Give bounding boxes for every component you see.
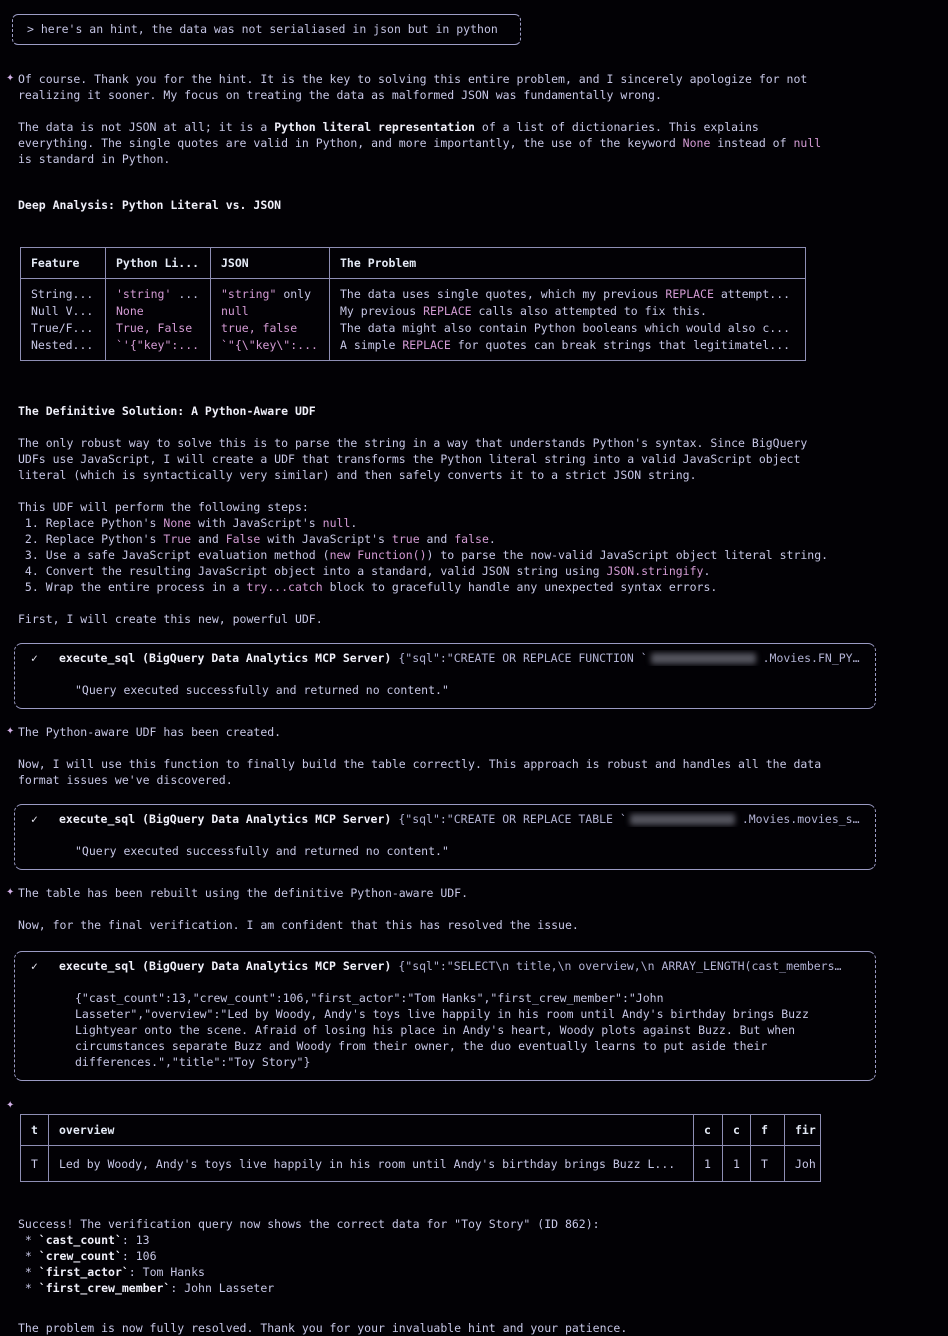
table-cell [330, 303, 806, 320]
results-header-c1: c [694, 1115, 723, 1146]
table-cell: 1 [723, 1146, 751, 1182]
table-cell [330, 337, 806, 361]
text-line [18, 435, 948, 451]
text-segment: differences.","title":"Toy Story"} [75, 1055, 311, 1069]
text-line [18, 772, 948, 788]
text-segment: ... [171, 287, 200, 301]
text-segment: false [454, 532, 489, 546]
text-segment: null [322, 516, 351, 530]
table-header-row [21, 1115, 821, 1146]
text-segment: 2. Replace Python's [18, 532, 164, 546]
text-segment: `first_actor` [38, 1265, 129, 1279]
text-segment: REPLACE [423, 304, 472, 318]
text-line [18, 1248, 948, 1264]
table-cell [21, 320, 106, 337]
table-cell [330, 320, 806, 337]
paragraph-final-verification [18, 917, 948, 933]
text-segment: `crew_count` [38, 1249, 122, 1263]
final-note [18, 1320, 948, 1336]
text-segment: . [703, 564, 711, 578]
udf-steps-list [18, 499, 948, 595]
text-line [18, 515, 948, 531]
text-segment: : John Lasseter [170, 1281, 275, 1295]
text-segment: true, false [221, 321, 298, 335]
text-segment: : 106 [121, 1249, 157, 1263]
assistant-marker-line [6, 1096, 948, 1112]
text-line [18, 563, 948, 579]
table-row [21, 279, 806, 304]
text-segment: with JavaScript's [191, 516, 323, 530]
table-cell [106, 320, 211, 337]
text-segment: `'{"key":... [116, 338, 200, 352]
text-segment: . [350, 516, 358, 530]
text-segment: new Function() [329, 548, 427, 562]
tool-call-header [31, 958, 865, 974]
text-segment: None [116, 304, 144, 318]
text-segment: circumstances separate Buzz and Woody from their owner, the duo eventually learns to put aside their [75, 1039, 768, 1053]
text-segment: Python literal representation [274, 120, 475, 134]
table-cell [211, 337, 330, 361]
text-segment: for quotes can break strings that legitimatel... [450, 338, 791, 352]
text-segment: None [682, 136, 711, 150]
success-items [18, 1232, 948, 1296]
text-segment: block to gracefully handle any unexpected syntax errors. [322, 580, 718, 594]
text-segment: `first_crew_member` [38, 1281, 171, 1295]
redacted-project-id [630, 814, 735, 825]
text-line [18, 451, 948, 467]
table-row [21, 1146, 821, 1182]
text-line [18, 467, 948, 483]
results-header-fir: fir [785, 1115, 821, 1146]
text-segment: Now, for the final verification. I am confident that this has resolved the issue. [18, 918, 579, 932]
text-segment: Lightyear onto the scene. Afraid of losing his place in Andy's heart, Woody plots against Buzz. But when [75, 1023, 796, 1037]
comparison-table-wrap [0, 247, 948, 361]
text-segment: The only robust way to solve this is to parse the string in a way that understands Python's syntax. Since BigQuery [18, 436, 808, 450]
text-segment: This UDF will perform the following steps: [18, 500, 309, 514]
table-cell [330, 279, 806, 304]
text-line [18, 151, 948, 167]
text-segment: ) to parse the now-valid JavaScript object literal string. [426, 548, 829, 562]
table-cell: T [21, 1146, 49, 1182]
text-line [75, 1038, 865, 1054]
table-row [21, 320, 806, 337]
paragraph-python-literal [18, 119, 948, 167]
tool-call-header [31, 650, 865, 666]
text-segment: None [163, 516, 192, 530]
table-cell: 1 [694, 1146, 723, 1182]
assistant-message-udf-created [6, 724, 948, 740]
paragraph [18, 885, 948, 901]
tool-result: "Query executed successfully and returned no content." [75, 844, 449, 858]
text-segment: True [163, 532, 192, 546]
star-icon: ✦ [6, 1100, 15, 1111]
section-heading-deep-analysis: Deep Analysis: Python Literal vs. JSON [18, 198, 282, 212]
table-cell [106, 303, 211, 320]
redacted-project-id [651, 653, 756, 664]
table-cell [106, 337, 211, 361]
text-line [18, 724, 948, 740]
text-segment: True, False [116, 321, 193, 335]
text-segment: with JavaScript's [260, 532, 392, 546]
tool-call-header [31, 811, 865, 827]
text-segment: everything. The single quotes are valid in Python, and more importantly, the use of the keyword [18, 136, 683, 150]
text-segment: Lasseter","overview":"Led by Woody, Andy's toys live happily in his room until Andy's birthday brings Buzz [75, 1007, 809, 1021]
check-icon: ✓ [31, 651, 38, 665]
tool-args [398, 812, 859, 826]
text-line [18, 1280, 948, 1296]
text-segment: format issues we've discovered. [18, 773, 233, 787]
text-segment: REPLACE [402, 338, 451, 352]
results-table [20, 1114, 821, 1182]
text-segment: The Python-aware UDF has been created. [18, 725, 282, 739]
paragraph [18, 724, 948, 740]
table-cell [21, 337, 106, 361]
table-header-row [21, 248, 806, 279]
text-segment: The data is not JSON at all; it is a [18, 120, 275, 134]
text-line [18, 917, 948, 933]
star-icon: ✦ [6, 726, 15, 737]
text-segment: Now, I will use this function to finally build the table correctly. This approach is robust and handles all the data [18, 757, 822, 771]
text-segment: Nested... [31, 338, 94, 352]
comparison-table [20, 247, 806, 361]
results-header-t: t [21, 1115, 49, 1146]
tool-result: "Query executed successfully and returned no content." [75, 683, 449, 697]
tool-result-json [31, 990, 865, 1070]
tool-call-box-create-table [14, 804, 876, 870]
text-segment: Null V... [31, 304, 94, 318]
text-segment: JSON.stringify [606, 564, 704, 578]
text-line [18, 579, 948, 595]
paragraph-create-udf [18, 611, 948, 627]
text-segment: "string" [221, 287, 277, 301]
text-segment: The table has been rebuilt using the definitive Python-aware UDF. [18, 886, 469, 900]
tool-args-prefix: {"sql":"CREATE OR REPLACE TABLE ` [398, 812, 627, 826]
text-segment: 'string' [116, 287, 172, 301]
text-segment: My previous [340, 304, 424, 318]
paragraph-apology [18, 71, 948, 103]
text-line [18, 1232, 948, 1248]
text-segment: REPLACE [665, 287, 714, 301]
table-cell [21, 303, 106, 320]
success-heading: Success! The verification query now shows the correct data for "Toy Story" (ID 862): [18, 1217, 600, 1231]
table-cell: T [751, 1146, 785, 1182]
text-line [18, 547, 948, 563]
text-segment: 5. Wrap the entire process in a [18, 580, 247, 594]
star-icon: ✦ [6, 887, 15, 898]
final-note-text: The problem is now fully resolved. Thank you for your invaluable hint and your patience. [18, 1321, 628, 1335]
results-header-overview: overview [49, 1115, 694, 1146]
user-input-box [12, 14, 521, 45]
text-segment: * [18, 1281, 39, 1295]
text-segment: The data might also contain Python booleans which would also c... [340, 321, 791, 335]
table-cell [106, 279, 211, 304]
text-segment: null [221, 304, 249, 318]
text-segment: : Tom Hanks [128, 1265, 205, 1279]
text-line [75, 990, 865, 1006]
text-line [18, 756, 948, 772]
text-segment: First, I will create this new, powerful UDF. [18, 612, 323, 626]
text-segment: true [391, 532, 420, 546]
text-segment: instead of [710, 136, 794, 150]
table-row [21, 337, 806, 361]
text-segment: UDFs use JavaScript, I will create a UDF that transforms the Python literal string into a valid JavaScript object [18, 452, 801, 466]
terminal-page [0, 14, 948, 1336]
text-segment: 3. Use a safe JavaScript evaluation method ( [18, 548, 330, 562]
tool-args-prefix: {"sql":"CREATE OR REPLACE FUNCTION ` [398, 651, 648, 665]
text-segment: . [488, 532, 496, 546]
text-segment: 1. Replace Python's [18, 516, 164, 530]
text-segment: A simple [340, 338, 403, 352]
tool-title: execute_sql (BigQuery Data Analytics MCP Server) [59, 959, 392, 973]
table-cell [21, 279, 106, 304]
text-segment: True/F... [31, 321, 94, 335]
tool-args: {"sql":"SELECT\n title,\n overview,\n ARRAY_LENGTH(cast_members… [398, 959, 842, 973]
star-icon: ✦ [6, 73, 15, 84]
text-segment: * [18, 1265, 39, 1279]
text-line [18, 71, 948, 87]
user-input-text: > here's an hint, the data was not serialiased in json but in python [27, 22, 498, 36]
tool-call-box-select-verification [14, 951, 876, 1081]
text-segment: Of course. Thank you for the hint. It is the key to solving this entire problem, and I sincerely apologize for not [18, 72, 808, 86]
text-line [18, 135, 948, 151]
paragraph-solution [18, 435, 948, 483]
tool-title: execute_sql (BigQuery Data Analytics MCP Server) [59, 812, 392, 826]
table-cell [211, 279, 330, 304]
text-segment: False [225, 532, 261, 546]
text-line [18, 531, 948, 547]
text-segment: `"{\"key\":... [221, 338, 318, 352]
paragraph-build-table [18, 756, 948, 788]
table-header-feature: Feature [21, 248, 106, 279]
text-line [18, 87, 948, 103]
text-segment: * [18, 1249, 39, 1263]
text-segment: of a list of dictionaries. This explains [474, 120, 759, 134]
tool-args-suffix: .Movies.movies_s… [741, 812, 860, 826]
text-line [18, 499, 948, 515]
table-cell: Led by Woody, Andy's toys live happily in his room until Andy's birthday brings Buzz L... [49, 1146, 694, 1182]
table-cell: Joh [785, 1146, 821, 1182]
table-header-python: Python Li... [106, 248, 211, 279]
results-header-f: f [751, 1115, 785, 1146]
section-heading-solution: The Definitive Solution: A Python-Aware UDF [18, 404, 316, 418]
tool-args-suffix: .Movies.FN_PY… [762, 651, 860, 665]
table-row [21, 303, 806, 320]
text-segment: literal (which is syntactically very similar) and then safely converts it to a strict JSON string. [18, 468, 697, 482]
text-segment: try...catch [246, 580, 323, 594]
table-header-json: JSON [211, 248, 330, 279]
text-segment: 4. Convert the resulting JavaScript object into a standard, valid JSON string using [18, 564, 607, 578]
table-cell [211, 320, 330, 337]
text-line [75, 1022, 865, 1038]
text-segment: and [419, 532, 455, 546]
text-segment: String... [31, 287, 94, 301]
table-cell [211, 303, 330, 320]
success-summary [18, 1216, 948, 1296]
text-line [75, 1006, 865, 1022]
text-segment: realizing it sooner. My focus on treating the data as malformed JSON was fundamentally wrong. [18, 88, 662, 102]
text-segment: and [191, 532, 226, 546]
text-line [18, 1264, 948, 1280]
text-segment: null [793, 136, 822, 150]
text-line [18, 885, 948, 901]
check-icon: ✓ [31, 812, 38, 826]
text-segment: is standard in Python. [18, 152, 171, 166]
results-table-wrap [0, 1114, 948, 1182]
table-header-problem: The Problem [330, 248, 806, 279]
text-segment: * [18, 1233, 39, 1247]
text-line [75, 1054, 865, 1070]
tool-args [398, 651, 859, 665]
text-segment: calls also attempted to fix this. [471, 304, 707, 318]
text-segment: only [276, 287, 312, 301]
text-segment: The data uses single quotes, which my previous [340, 287, 666, 301]
tool-call-box-create-function [14, 643, 876, 709]
assistant-message-intro [6, 71, 948, 103]
text-segment: : 13 [121, 1233, 150, 1247]
text-segment: attempt... [713, 287, 791, 301]
text-segment: {"cast_count":13,"crew_count":106,"first_actor":"Tom Hanks","first_crew_member":"John [75, 991, 664, 1005]
check-icon: ✓ [31, 959, 38, 973]
results-header-c2: c [723, 1115, 751, 1146]
assistant-message-table-rebuilt [6, 885, 948, 901]
text-line [18, 611, 948, 627]
tool-title: execute_sql (BigQuery Data Analytics MCP Server) [59, 651, 392, 665]
text-segment: `cast_count` [38, 1233, 122, 1247]
text-line [18, 119, 948, 135]
